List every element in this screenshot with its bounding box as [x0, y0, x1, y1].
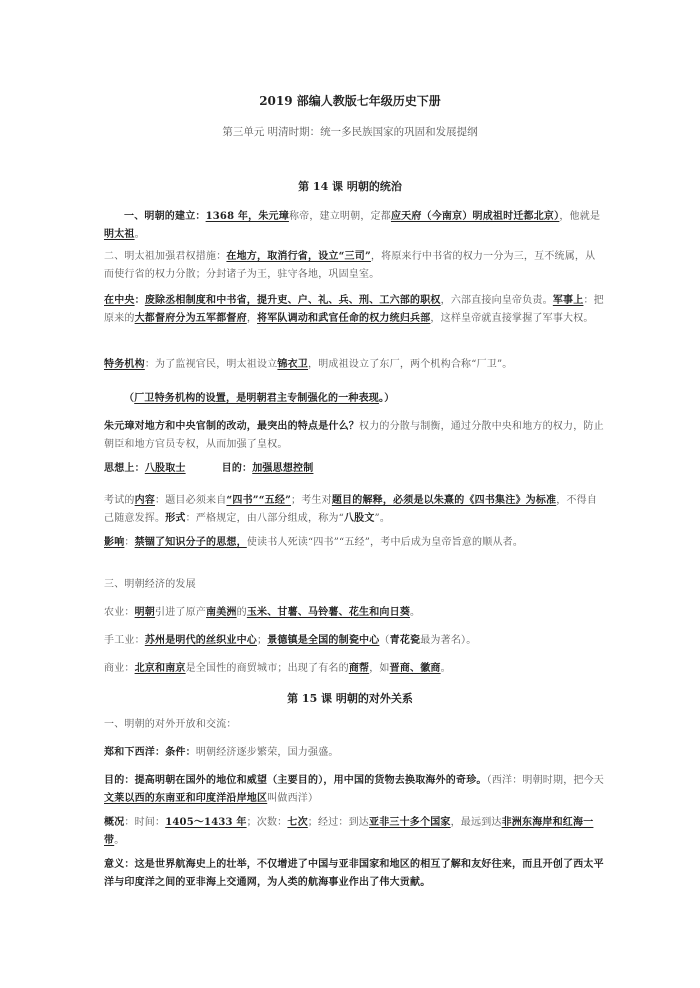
- text: 青花瓷: [389, 635, 421, 646]
- text: ：: [124, 537, 135, 548]
- paragraph-ideology: [104, 460, 604, 478]
- text: 引进了原产: [155, 607, 207, 618]
- section-foreign-relations-heading: 一、明朝的对外开放和交流：: [104, 719, 237, 730]
- text: 特务机构: [104, 359, 145, 370]
- text: 应天府（今南京）明成祖时迁都北京）: [390, 211, 560, 222]
- text: 意义：这是世界航海史上的壮举，不仅增进了中国与亚非国家和地区的相互了解和友好往来，而且开创了西太平洋与印度洋之间的亚非海上交通网，为人类的航海事业作出了伟大贡献。: [104, 859, 604, 888]
- paragraph-exam-content: [104, 492, 604, 528]
- text: 玉米、甘薯、马铃薯、花生和向日葵: [246, 607, 411, 618]
- text: 1368 年，朱元璋: [205, 211, 289, 222]
- text: 在地方，取消行省，设立“三司”: [226, 251, 371, 262]
- text: 锦衣卫: [277, 359, 309, 370]
- paragraph-changwei-note: [104, 390, 604, 408]
- text: 七次: [287, 817, 308, 828]
- text: 1405～1433 年: [165, 817, 247, 828]
- text: ；次数：: [246, 817, 288, 828]
- lesson-15-heading: 第 15 课 明朝的对外关系: [287, 692, 413, 705]
- text: 使读书人死读“四书”“五经”，考中后成为皇帝旨意的顺从者。: [246, 537, 524, 548]
- paragraph-handicraft: [104, 632, 604, 650]
- paragraph-commerce: [104, 660, 604, 678]
- text: 商业：: [104, 663, 135, 674]
- text: ，: [246, 313, 258, 324]
- paragraph-reform-question: [104, 418, 604, 454]
- text: ：题目必须来自: [155, 495, 227, 506]
- text: 一、明朝的建立：: [124, 211, 206, 222]
- text: 称帝，建立明朝，定都: [288, 211, 391, 222]
- text: ：: [134, 295, 145, 306]
- text: ：严格规定，由八部分组成，称为“: [185, 513, 344, 524]
- text: 郑和下西洋：条件：: [104, 747, 196, 758]
- text: 农业：: [104, 607, 135, 618]
- text: 二、明太祖加强君权措施：: [104, 251, 227, 262]
- text: ；经过：到达: [307, 817, 369, 828]
- text: 。: [440, 663, 451, 674]
- paragraph-imperial-power: [104, 248, 604, 284]
- text: ，不得自己随意发挥。: [104, 495, 598, 524]
- text: 朱元璋对地方和中央官制的改动，最突出的特点是什么？: [104, 421, 359, 432]
- text: 考试的: [104, 495, 135, 506]
- paragraph-zheng-he-conditions: [104, 744, 604, 762]
- text: 思想上：: [104, 463, 145, 474]
- paragraph-agriculture: [104, 604, 604, 622]
- text: 文莱以西的东南亚和印度洋沿岸地区: [104, 793, 268, 804]
- text: 明太祖: [104, 229, 135, 240]
- text: ：把原来的: [104, 295, 604, 324]
- text: ”。: [374, 513, 391, 524]
- text: 明朝经济逐步繁荣，国力强盛。: [195, 747, 339, 758]
- text: 最为著名）。: [420, 635, 477, 646]
- text: 目的：: [221, 463, 253, 474]
- text: 军事上: [552, 295, 584, 306]
- paragraph-secret-police: [104, 356, 604, 374]
- paragraph-central-government: [104, 292, 604, 328]
- text: （: [124, 393, 135, 404]
- paragraph-zheng-he-significance: [104, 856, 604, 892]
- section-economy-heading: 三、明朝经济的发展: [104, 579, 196, 590]
- text: 影响: [104, 537, 125, 548]
- text: 形式: [165, 513, 186, 524]
- text: 手工业：: [104, 635, 145, 646]
- text: 废除丞相制度和中书省，提升吏、户、礼、兵、刑、工六部的职权: [144, 295, 441, 306]
- text: 明朝: [134, 607, 156, 618]
- text: 大都督府分为五军都督府: [134, 313, 247, 324]
- text: ：时间：: [124, 817, 166, 828]
- text: 禁锢了知识分子的思想，: [134, 537, 247, 548]
- text: ；考生对: [291, 495, 332, 506]
- text: 将军队调动和武官任命的权力统归兵部: [257, 313, 431, 324]
- text: 题目的解释，必须是以朱熹的《四书集注》为标准: [331, 495, 557, 506]
- text: 。: [114, 835, 125, 846]
- paragraph-ming-founding: [104, 208, 604, 244]
- text: 是全国性的商贸城市；出现了有名的: [185, 663, 349, 674]
- text: 北京和南京: [134, 663, 186, 674]
- text: （西洋：明朝时期，把今天: [486, 775, 605, 786]
- text: 权力的分散与制衡，通过分散中央和地方的权力，防止朝臣和地方官员专权，从而加强了皇权。: [104, 421, 604, 450]
- text: 商帮: [348, 663, 370, 674]
- text: 晋商、徽商: [389, 663, 441, 674]
- text: 。: [134, 229, 145, 240]
- text: 非洲东海岸和红海一带: [104, 817, 594, 846]
- paragraph-zheng-he-purpose: [104, 772, 604, 808]
- document-subtitle: 第三单元 明清时期：统一多民族国家的巩固和发展提纲: [222, 126, 478, 138]
- text: ，明成祖设立了东厂，两个机构合称“厂卫”。: [308, 359, 513, 370]
- text: 目的：提高明朝在国外的地位和威望（主要目的），用中国的货物去换取海外的奇珍。: [104, 775, 487, 786]
- text: 。）: [379, 393, 395, 404]
- text: 南美洲: [206, 607, 237, 618]
- text: （: [379, 635, 390, 646]
- text: 概况: [104, 817, 125, 828]
- paragraph-zheng-he-overview: [104, 814, 604, 850]
- text: 苏州是明代的丝织业中心: [144, 635, 258, 646]
- text: 八股取士: [144, 463, 186, 474]
- text: ，六部直接向皇帝负责。: [440, 295, 553, 306]
- text: ，将原来行中书省的权力一分为三，互不统属，从而使行省的权力分散；分封诸子为王，驻守各地，巩固皇室。: [104, 251, 596, 280]
- text: 亚非三十多个国家: [369, 817, 451, 828]
- lesson-14-heading: 第 14 课 明朝的统治: [298, 180, 402, 193]
- text: 内容: [134, 495, 156, 506]
- text: 的: [236, 607, 247, 618]
- text: ，最远到达: [450, 817, 502, 828]
- text: ，他就是: [559, 211, 601, 222]
- text: ，如: [369, 663, 390, 674]
- text: 叫做西洋）: [267, 793, 319, 804]
- paragraph-impact: [104, 534, 604, 552]
- text: ：为了监视官民，明太祖设立: [144, 359, 278, 370]
- text: “四书”“五经”: [226, 495, 292, 506]
- text: 厂卫特务机构的设置，是明朝君主专制强化的一种表现: [134, 393, 380, 404]
- text: 加强思想控制: [252, 463, 314, 474]
- text: ；: [257, 635, 268, 646]
- text: 八股文: [343, 513, 375, 524]
- text: 景德镇是全国的制瓷中心: [267, 635, 380, 646]
- document-title: 2019 部编人教版七年级历史下册: [259, 94, 441, 108]
- text: 。: [410, 607, 421, 618]
- text: 在中央: [104, 295, 135, 306]
- text: ，这样皇帝就直接掌握了军事大权。: [430, 313, 594, 324]
